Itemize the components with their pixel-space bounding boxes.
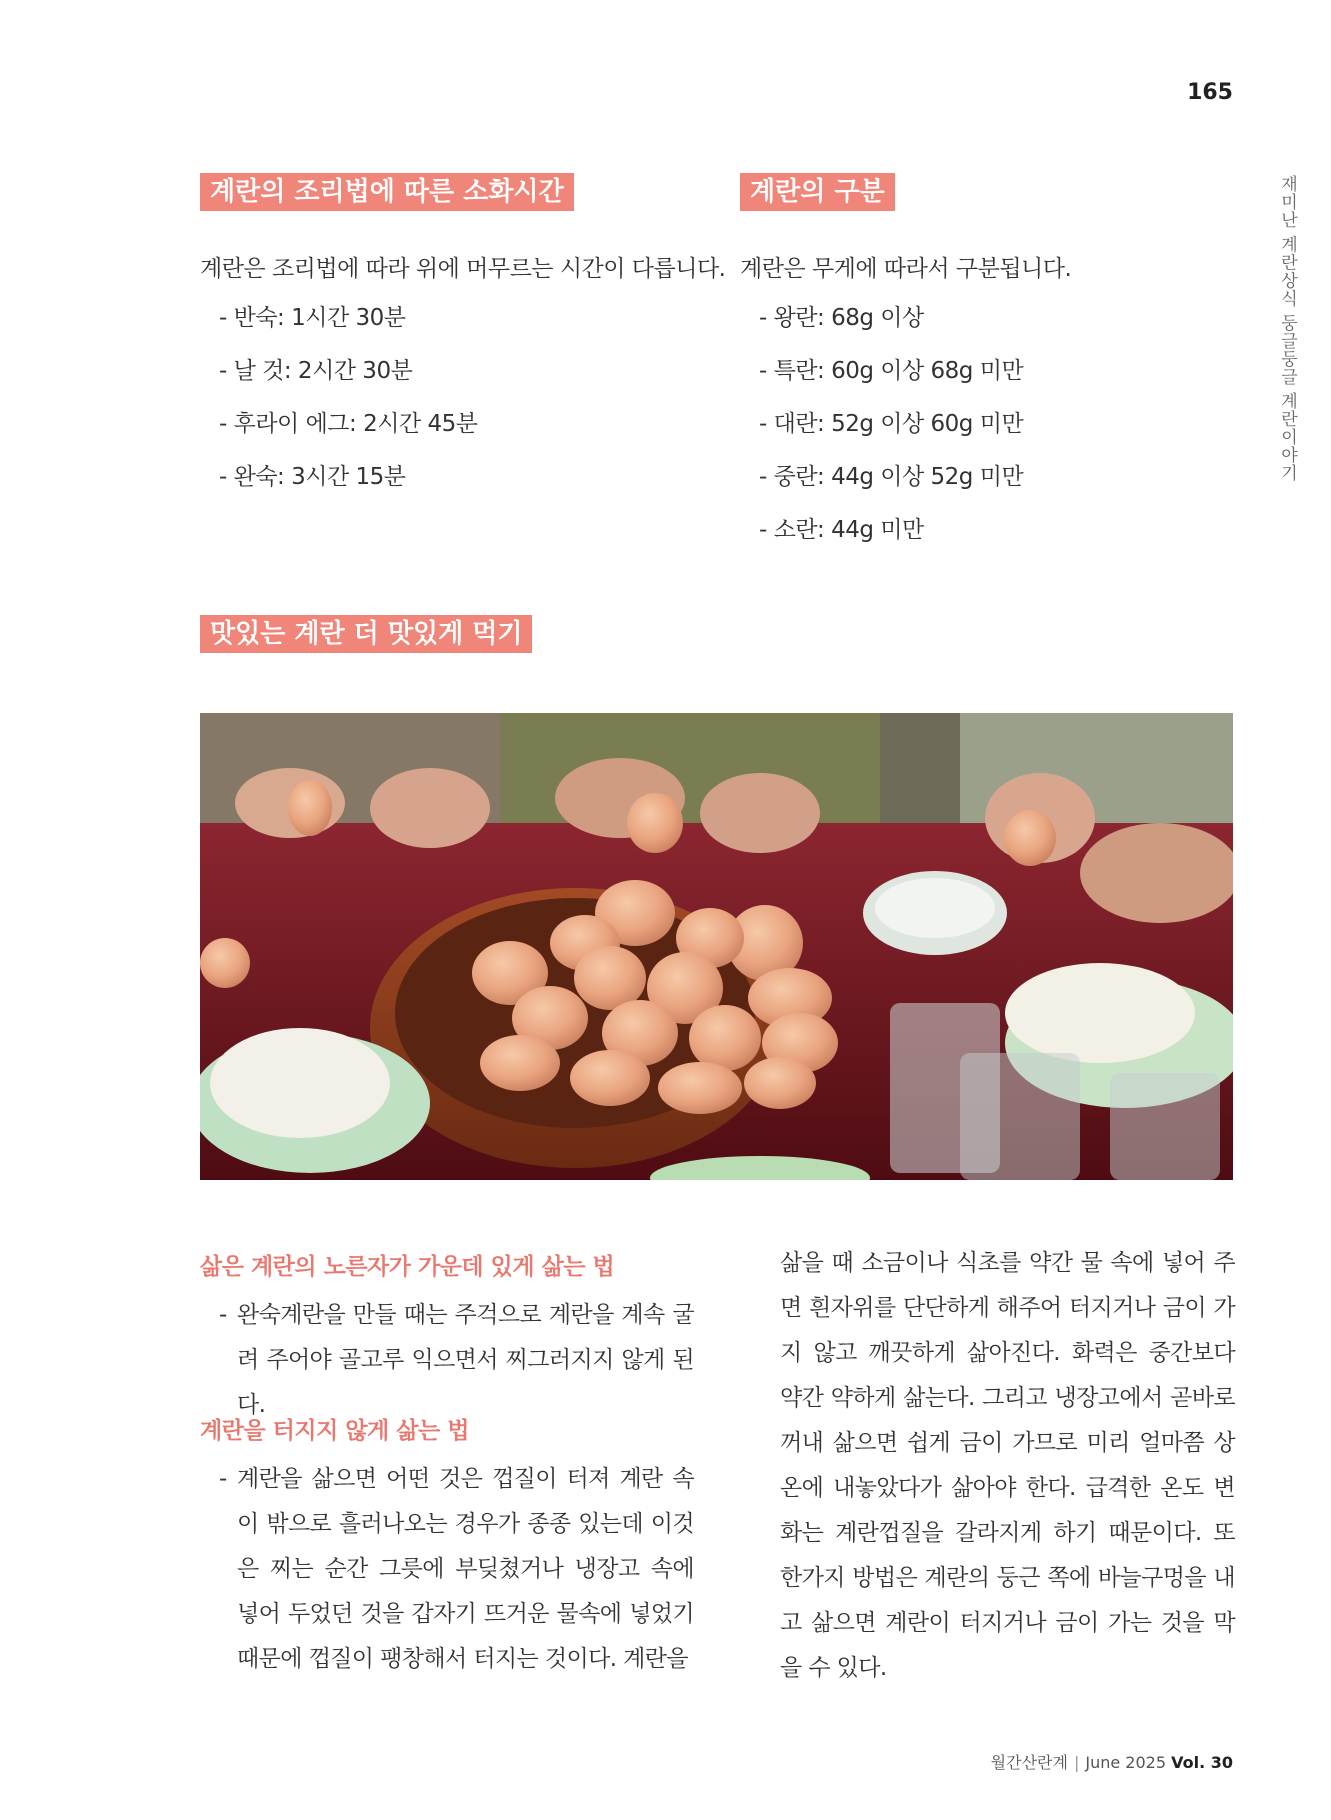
list-item: - 중란: 44g 이상 52g 미만: [759, 462, 1023, 515]
egg-grade-intro: 계란은 무게에 따라서 구분됩니다.: [740, 256, 1072, 282]
footer-magazine: 월간산란계: [990, 1753, 1068, 1772]
digestion-list: [219, 303, 477, 515]
list-item: - 날 것: 2시간 30분: [219, 356, 477, 409]
footer-volume: Vol. 30: [1171, 1753, 1233, 1772]
list-item: - 왕란: 68g 이상: [759, 303, 1023, 356]
tip1-text: 완숙계란을 만들 때는 주걱으로 계란을 계속 굴려 주어야 골고루 익으면서 찌그러지지 않게 된다.: [237, 1302, 694, 1418]
list-item: - 대란: 52g 이상 60g 미만: [759, 409, 1023, 462]
tip1-heading: 삶은 계란의 노른자가 가운데 있게 삶는 법: [200, 1254, 615, 1280]
list-item: - 반숙: 1시간 30분: [219, 303, 477, 356]
tip2-heading: 계란을 터지지 않게 삶는 법: [200, 1418, 469, 1444]
continuation-paragraph: 삶을 때 소금이나 식초를 약간 물 속에 넣어 주면 흰자위를 단단하게 해주어 터지거나 금이 가지 않고 깨끗하게 삶아진다. 화력은 중간보다 약간 약하게 삶는다. 그리고 냉장고에서 곧바로 꺼내 삶으면 쉽게 금이 가므로 미리 얼마쯤 상온에 내놓았다가 삶아야 한다. 급격한 온도 변화는 계란껍질을 갈라지게 하기 때문이다. 또 한가지 방법은 계란의 둥근 쪽에 바늘구멍을 내고 삶으면 계란이 터지거나 금이 가는 것을 막을 수 있다.: [780, 1250, 1235, 1681]
egg-grade-heading: 계란의 구분: [740, 173, 895, 211]
photo-people-peeling-eggs-icon: [200, 713, 1233, 1180]
egg-grade-list: [759, 303, 1023, 568]
side-title: 재미난 계란상식 둥글둥글 계란이야기: [1277, 175, 1297, 483]
page-number: 165: [1187, 80, 1233, 105]
footer: 월간산란계 | June 2025 Vol. 30: [990, 1753, 1233, 1772]
list-item: - 소란: 44g 미만: [759, 515, 1023, 568]
digestion-heading: 계란의 조리법에 따른 소화시간: [200, 173, 574, 211]
digestion-intro: 계란은 조리법에 따라 위에 머무르는 시간이 다릅니다.: [200, 256, 726, 282]
footer-date: June 2025: [1085, 1753, 1166, 1772]
list-item: - 완숙: 3시간 15분: [219, 462, 477, 515]
tip2-paragraph: - 계란을 삶으면 어떤 것은 껍질이 터져 계란 속이 밖으로 흘러나오는 경우가 종종 있는데 이것은 찌는 순간 그릇에 부딪쳤거나 냉장고 속에 넣어 두었던 것을 갑자기 뜨거운 물속에 넣었기 때문에 껍질이 팽창해서 터지는 것이다. 계란을: [219, 1457, 694, 1682]
list-item: - 후라이 에그: 2시간 45분: [219, 409, 477, 462]
tip2-text: 계란을 삶으면 어떤 것은 껍질이 터져 계란 속이 밖으로 흘러나오는 경우가 종종 있는데 이것은 찌는 순간 그릇에 부딪쳤거나 냉장고 속에 넣어 두었던 것을 갑자기 뜨거운 물속에 넣었기 때문에 껍질이 팽창해서 터지는 것이다. 계란을: [237, 1466, 694, 1672]
tip1-paragraph: - 완숙계란을 만들 때는 주걱으로 계란을 계속 굴려 주어야 골고루 익으면서 찌그러지지 않게 된다.: [219, 1293, 694, 1428]
egg-photo: [200, 713, 1233, 1180]
list-item: - 특란: 60g 이상 68g 미만: [759, 356, 1023, 409]
tips-heading: 맛있는 계란 더 맛있게 먹기: [200, 615, 532, 653]
